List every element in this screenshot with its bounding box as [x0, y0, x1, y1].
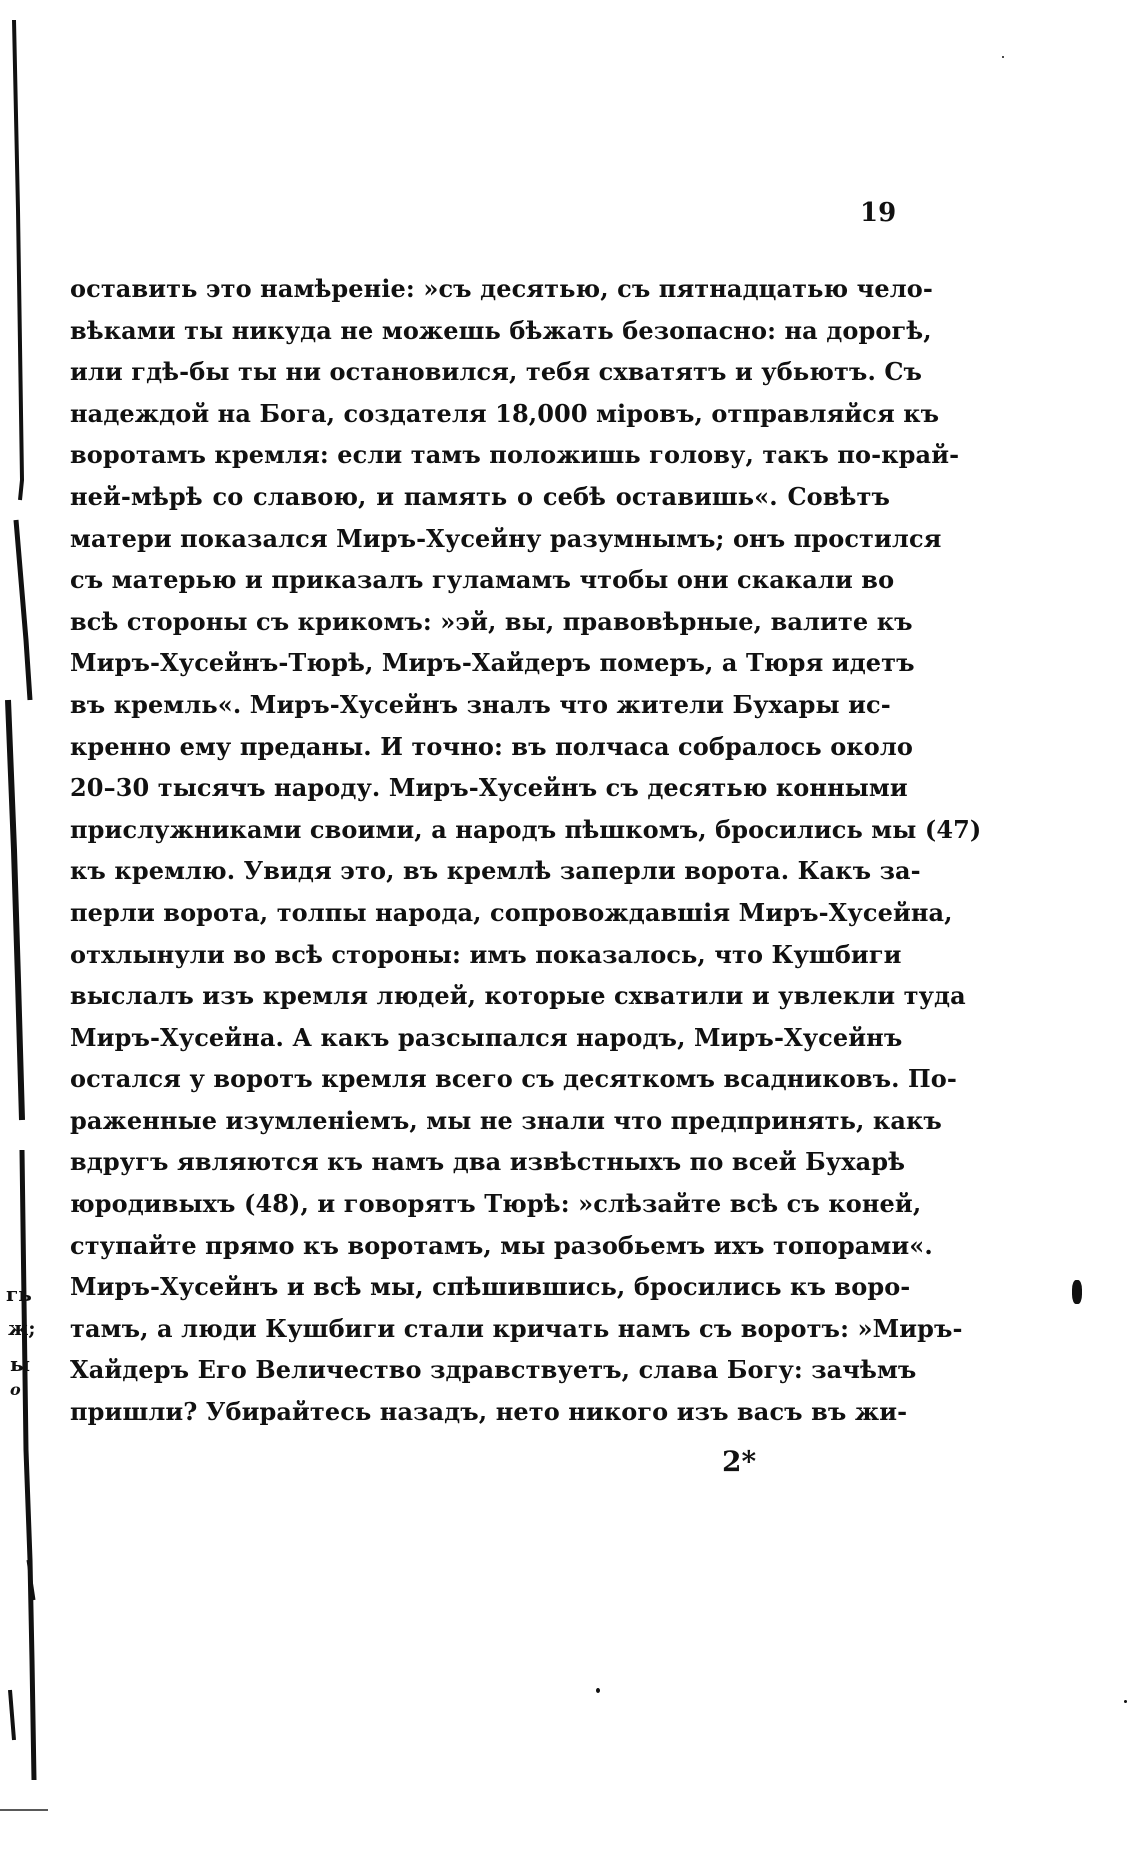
text-line: выслалъ изъ кремля людей, которые схватили и увлекли туда: [70, 981, 966, 1011]
text-line: ступайте прямо къ воротамъ, мы разобьемъ ихъ топорами«.: [70, 1230, 933, 1260]
text-line: вѣками ты никуда не можешь бѣжать безопасно: на дорогѣ,: [70, 315, 932, 345]
text-line: оставить это намѣреніе: »съ десятью, съ пятнадцатью чело-: [70, 274, 933, 303]
text-line: прислужниками своими, а народъ пѣшкомъ, бросились мы (47): [70, 814, 982, 844]
text-line: тамъ, а люди Кушбиги стали кричать намъ съ воротъ: »Миръ-: [70, 1313, 963, 1343]
text-line: юродивыхъ (48), и говорятъ Тюрѣ: »слѣзайте всѣ съ коней,: [70, 1189, 922, 1219]
ink-speck: [1124, 1700, 1127, 1703]
text-line: Миръ-Хусейна. А какъ разсыпался народъ, Миръ-Хусейнъ: [70, 1022, 903, 1052]
text-line: всѣ стороны съ крикомъ: »эй, вы, правовѣрные, валите къ: [70, 606, 913, 636]
text-line: Миръ-Хусейнъ-Тюрѣ, Миръ-Хайдеръ померъ, а Тюря идетъ: [70, 648, 915, 678]
margin-fragment: ж;: [8, 1316, 36, 1340]
signature-mark: 2*: [722, 1445, 757, 1478]
text-line: перли ворота, толпы народа, сопровождавшія Миръ-Хусейна,: [70, 897, 953, 927]
body-text: [70, 268, 982, 1433]
ink-speck: [1072, 1280, 1082, 1304]
margin-fragment: гь: [6, 1282, 32, 1306]
text-line: матери показался Миръ-Хусейну разумнымъ; онъ простился: [70, 523, 942, 553]
ink-speck: [1002, 56, 1004, 58]
ink-speck: [596, 1688, 600, 1693]
binding-edge-scan-artifact: [0, 0, 60, 1852]
text-line: къ кремлю. Увидя это, въ кремлѣ заперли ворота. Какъ за-: [70, 856, 921, 886]
text-line: съ матерью и приказалъ гуламамъ чтобы они скакали во: [70, 565, 895, 595]
text-line: 20–30 тысячъ народу. Миръ-Хусейнъ съ десятью конными: [70, 773, 908, 803]
text-line: воротамъ кремля: если тамъ положишь голову, такъ по-край-: [70, 440, 960, 470]
text-line: пришли? Убирайтесь назадъ, нето никого изъ васъ въ жи-: [70, 1397, 908, 1427]
text-line: кренно ему преданы. И точно: въ полчаса собралось около: [70, 731, 913, 761]
text-line: вдругъ являются къ намъ два извѣстныхъ по всей Бухарѣ: [70, 1147, 906, 1177]
page-number: 19: [860, 198, 897, 228]
text-line: остался у воротъ кремля всего съ десяткомъ всадниковъ. По-: [70, 1064, 957, 1094]
text-line: раженные изумленіемъ, мы не знали что предпринять, какъ: [70, 1105, 942, 1135]
text-line: въ кремль«. Миръ-Хусейнъ зналъ что жители Бухары ис-: [70, 689, 891, 719]
text-line: отхлынули во всѣ стороны: имъ показалось, что Кушбиги: [70, 939, 902, 969]
text-line: ней-мѣрѣ со славою, и память о себѣ оставишь«. Совѣтъ: [70, 481, 890, 511]
text-line: Хайдеръ Его Величество здравствуетъ, слава Богу: зачѣмъ: [70, 1355, 917, 1385]
text-line: или гдѣ-бы ты ни остановился, тебя схватятъ и убьютъ. Съ: [70, 357, 923, 387]
text-line: надеждой на Бога, создателя 18,000 міровъ, отправляйся къ: [70, 398, 940, 428]
margin-fragment: о: [10, 1380, 21, 1399]
margin-fragment: ы: [10, 1352, 31, 1376]
text-line: Миръ-Хусейнъ и всѣ мы, спѣшившись, бросились къ воро-: [70, 1272, 911, 1302]
